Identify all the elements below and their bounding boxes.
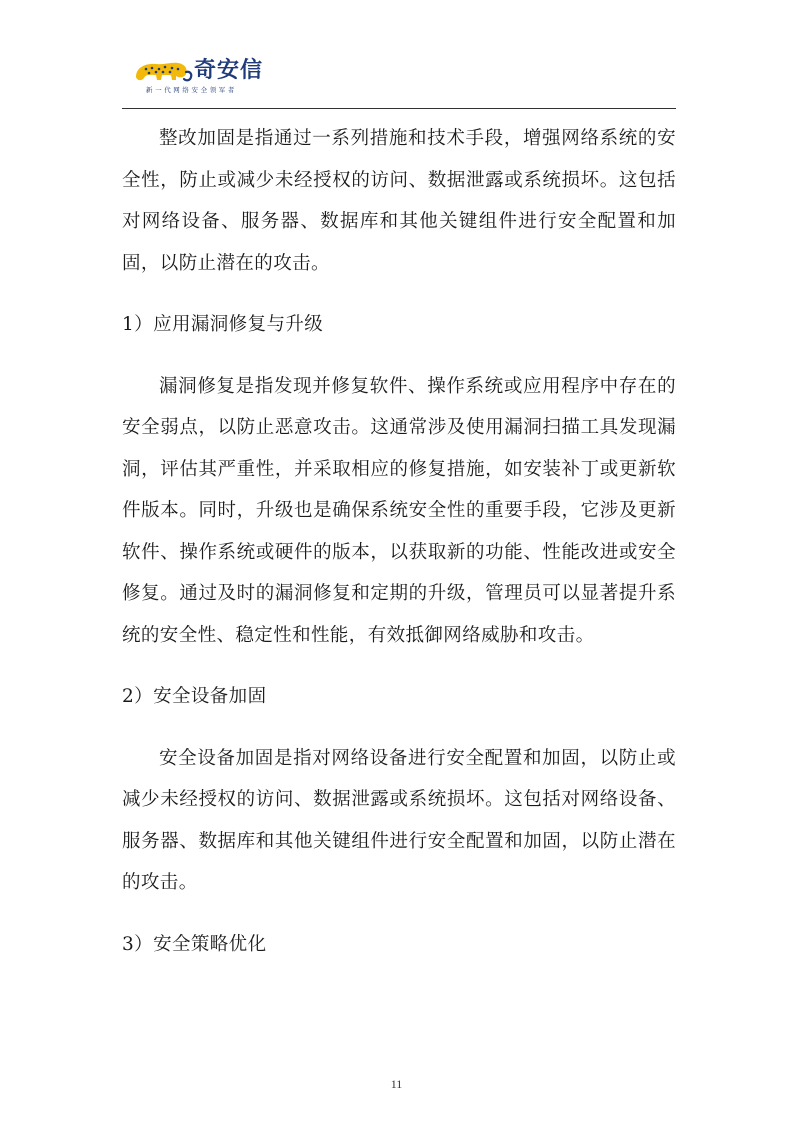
vulnerability-fix-paragraph: 漏洞修复是指发现并修复软件、操作系统或应用程序中存在的安全弱点，以防止恶意攻击。这通常涉及使用漏洞扫描工具发现漏洞，评估其严重性，并采取相应的修复措施，如安装补丁或更新软件版本。同时，升级也是确保系统安全性的重要手段，它涉及更新软件、操作系统或硬件的版本，以获取新的功能、性能改进或安全修复。通过及时的漏洞修复和定期的升级，管理员可以显著提升系统的安全性、稳定性和性能，有效抵御网络威胁和攻击。 (122, 375, 676, 646)
section-heading-device-hardening: 2）安全设备加固 (122, 686, 267, 707)
logo-name: 奇安信 (194, 58, 264, 83)
leopard-logo-icon (132, 57, 194, 85)
spacer (122, 718, 676, 738)
page-header (122, 55, 676, 110)
intro-paragraph: 整改加固是指通过一系列措施和技术手段，增强网络系统的安全性，防止或减少未经授权的访问、数据泄露或系统损坏。这包括对网络设备、服务器、数据库和其他关键组件进行安全配置和加固，以防止潜在的攻击。 (122, 128, 676, 274)
header-divider (122, 108, 676, 109)
spacer (122, 656, 676, 676)
qianxin-logo (132, 55, 282, 99)
spacer (122, 284, 676, 304)
spacer (122, 346, 676, 366)
section-heading-policy-optimization: 3）安全策略优化 (122, 933, 267, 955)
page-number: 11 (390, 1077, 403, 1091)
document-body (122, 118, 676, 965)
section-heading-vulnerability-fix: 1）应用漏洞修复与升级 (122, 314, 324, 335)
spacer (122, 904, 676, 924)
device-hardening-paragraph: 安全设备加固是指对网络设备进行安全配置和加固，以防止或减少未经授权的访问、数据泄露或系统损坏。这包括对网络设备、服务器、数据库和其他关键组件进行安全配置和加固，以防止潜在的攻击。 (122, 747, 676, 893)
logo-tagline: 新一代网络安全领军者 (146, 86, 237, 94)
